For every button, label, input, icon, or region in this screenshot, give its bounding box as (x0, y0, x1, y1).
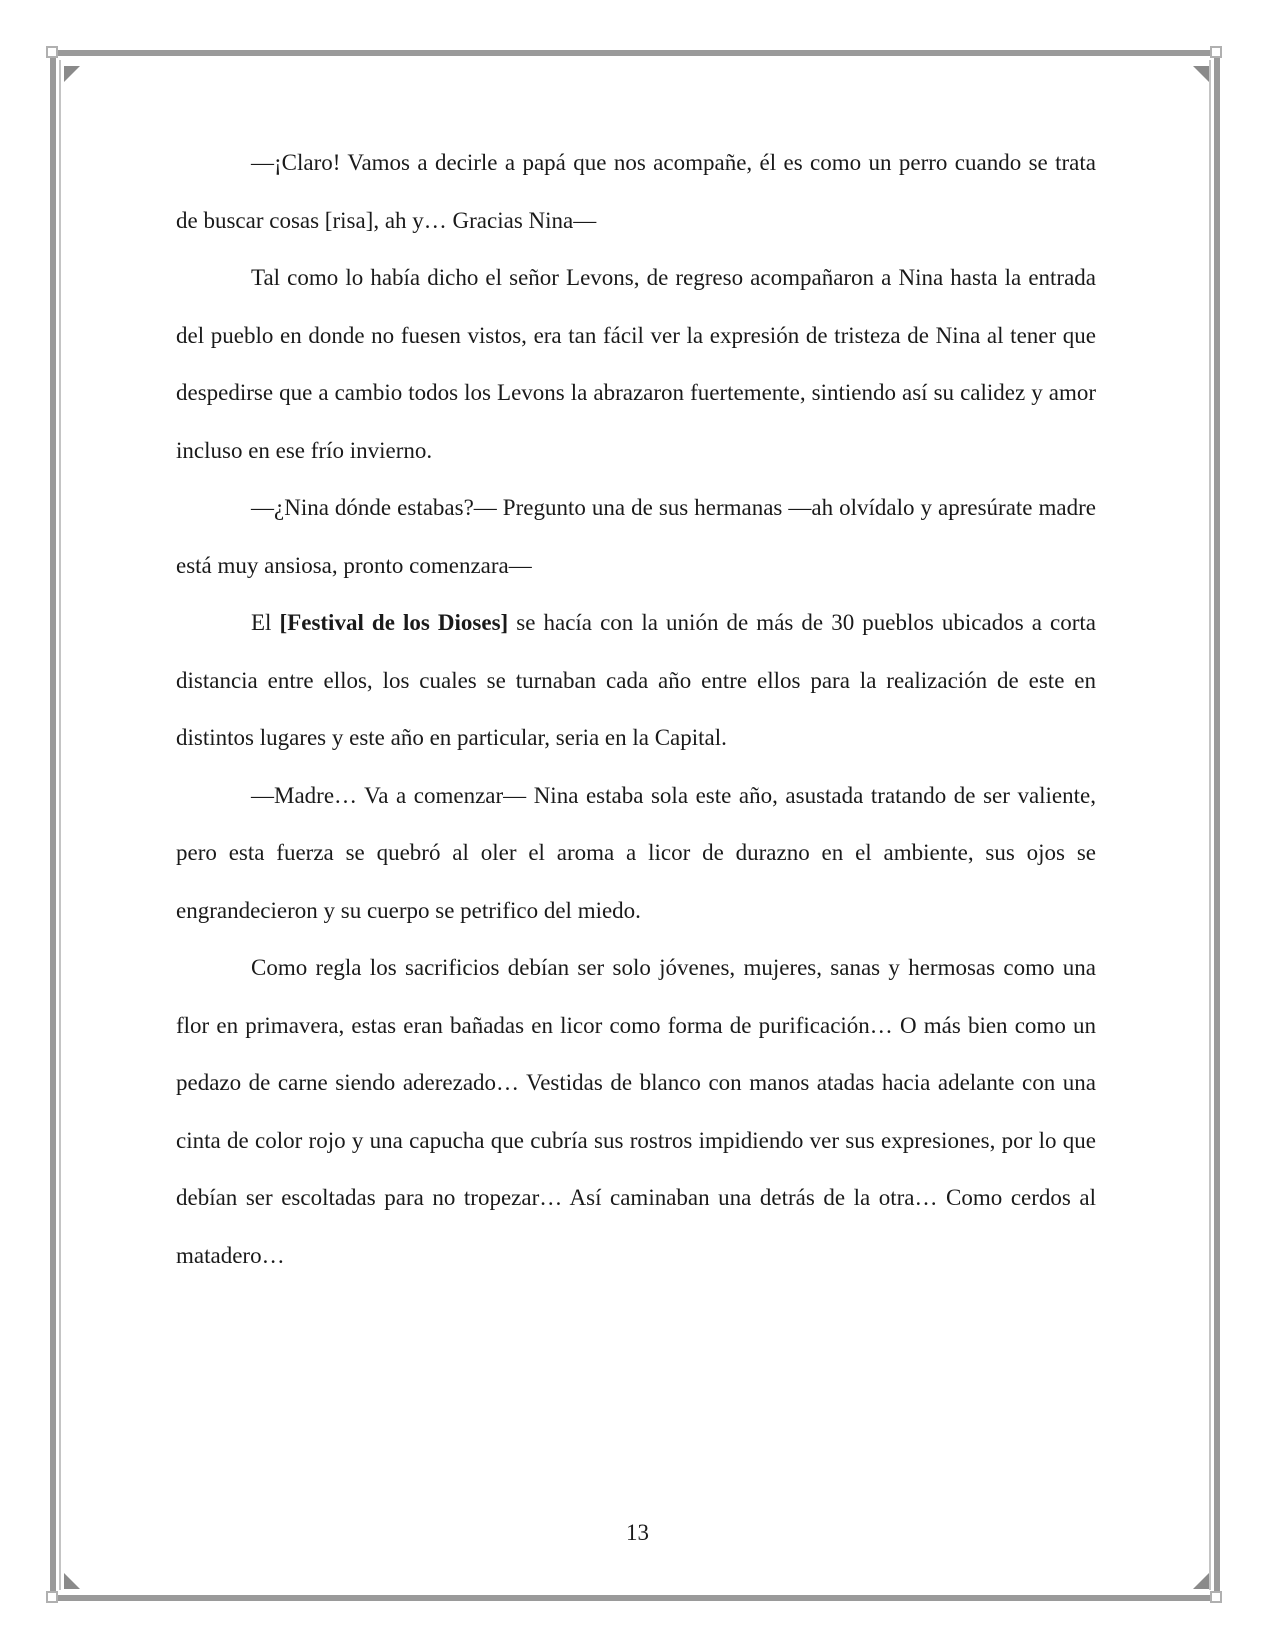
corner-ornament-top-left (46, 46, 58, 58)
corner-ornament-top-right (1210, 46, 1222, 58)
corner-ornament-bottom-right (1210, 1591, 1222, 1603)
paragraph: —Madre… Va a comenzar— Nina estaba sola este año, asustada tratando de ser valiente, pero esta fuerza se quebró al oler el aroma a licor de durazno en el ambiente, sus ojos se engrandecieron y su cuerpo se petrifico del miedo. (176, 782, 1096, 923)
page-border-right (1214, 50, 1220, 1601)
paragraph-lead: El (251, 610, 280, 635)
paragraph (176, 594, 1096, 767)
paragraph: Como regla los sacrificios debían ser solo jóvenes, mujeres, sanas y hermosas como una flor en primavera, estas eran bañadas en licor como forma de purificación… O más bien como un pedazo de carne siendo aderezado… Vestidas de blanco con manos atadas hacia adelante con una cinta de color rojo y una capucha que cubría sus rostros impidiendo ver sus expresiones, por lo que debían ser escoltadas para no tropezar… Así caminaban una detrás de la otra… Como cerdos al matadero… (176, 955, 1096, 1268)
paragraph: —¿Nina dónde estabas?— Pregunto una de sus hermanas —ah olvídalo y apresúrate madre está muy ansiosa, pronto comenzara— (176, 495, 1096, 578)
paragraph: —¡Claro! Vamos a decirle a papá que nos acompañe, él es como un perro cuando se trata de buscar cosas [risa], ah y… Gracias Nina— (176, 150, 1096, 233)
paragraph: Tal como lo había dicho el señor Levons, de regreso acompañaron a Nina hasta la entrada del pueblo en donde no fuesen vistos, era tan fácil ver la expresión de tristeza de Nina al tener que despedirse que a cambio todos los Levons la abrazaron fuertemente, sintiendo así su calidez y amor incluso en ese frío invierno. (176, 265, 1096, 463)
page-border-left (50, 50, 56, 1601)
page-number: 13 (626, 1520, 649, 1545)
corner-triangle-top-left (64, 66, 80, 82)
corner-triangle-top-right (1193, 66, 1209, 82)
page-body-text (176, 134, 1096, 1284)
page-border-top (50, 50, 1220, 56)
page-border-bottom (50, 1595, 1220, 1601)
festival-name: [Festival de los Dioses] (279, 610, 509, 635)
page-border-inner-left (59, 60, 61, 1590)
corner-triangle-bottom-right (1193, 1573, 1209, 1589)
paragraph-rest: se hacía con la unión de más de 30 pueblos ubicados a corta distancia entre ellos, los cuales se turnaban cada año entre ellos para la realización de este en distintos lugares y este año en particular, seria en la Capital. (176, 610, 1096, 750)
corner-triangle-bottom-left (64, 1573, 80, 1589)
corner-ornament-bottom-left (46, 1591, 58, 1603)
page-border-inner-right (1209, 60, 1211, 1590)
